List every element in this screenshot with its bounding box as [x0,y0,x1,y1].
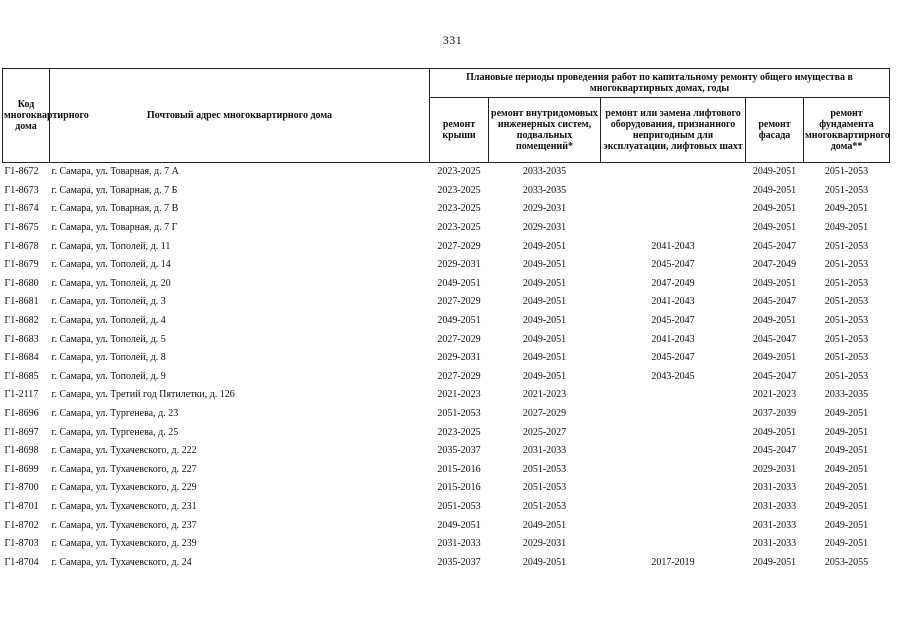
cell-systems: 2049-2051 [522,352,567,364]
cell-systems: 2049-2051 [522,333,567,345]
cell-roof: 2015-2016 [437,482,481,494]
cell-systems: 2049-2051 [522,296,567,308]
cell-systems: 2049-2051 [522,277,567,289]
cell-address: г. Самара, ул. Тополей, д. 5 [51,333,166,345]
cell-facade: 2045-2047 [752,296,797,308]
cell-address: г. Самара, ул. Третий год Пятилетки, д. 126 [51,389,235,401]
cell-systems: 2033-2035 [522,166,567,178]
cell-facade: 2031-2033 [752,482,797,494]
cell-systems: 2021-2023 [522,389,567,401]
cell-code: Г1-8696 [4,408,39,420]
cell-roof: 2031-2033 [437,538,481,550]
cell-address: г. Самара, ул. Тухачевского, д. 227 [51,463,197,475]
cell-elevator: 2043-2045 [651,370,695,382]
cell-address: г. Самара, ул. Тухачевского, д. 229 [51,482,197,494]
cell-roof: 2023-2025 [437,203,481,215]
cell-foundation: 2051-2053 [824,315,869,327]
cell-address: г. Самара, ул. Товарная, д. 7 В [51,203,179,215]
table-row [3,163,890,182]
cell-systems: 2049-2051 [522,556,567,568]
cell-elevator: 2041-2043 [651,240,695,252]
table-row [3,349,890,368]
cell-foundation: 2049-2051 [824,482,869,494]
cell-facade: 2049-2051 [752,556,797,568]
cell-systems: 2025-2027 [522,426,567,438]
cell-roof: 2027-2029 [437,370,481,382]
cell-systems: 2051-2053 [522,463,567,475]
cell-foundation: 2049-2051 [824,203,869,215]
cell-roof: 2023-2025 [437,166,481,178]
cell-roof: 2051-2053 [437,408,481,420]
table-row [3,479,890,498]
cell-address: г. Самара, ул. Тургенева, д. 23 [51,408,179,420]
cell-elevator [601,461,746,480]
table-row [3,386,890,405]
cell-address: г. Самара, ул. Тополей, д. 4 [51,315,166,327]
cell-roof: 2035-2037 [437,556,481,568]
cell-facade: 2049-2051 [752,352,797,364]
cell-address: г. Самара, ул. Тополей, д. 11 [51,240,171,252]
cell-address: г. Самара, ул. Тополей, д. 20 [51,277,171,289]
cell-facade: 2049-2051 [752,166,797,178]
cell-roof: 2023-2025 [437,426,481,438]
cell-code: Г1-8675 [4,222,39,234]
table-row [3,368,890,387]
header-foundation: ремонт фундамента многоквартирного дома** [804,98,890,163]
cell-code: Г1-8699 [4,463,39,475]
cell-code: Г1-8703 [4,538,39,550]
cell-address: г. Самара, ул. Товарная, д. 7 Б [51,184,178,196]
cell-roof: 2023-2025 [437,184,481,196]
cell-address: г. Самара, ул. Тополей, д. 3 [51,296,166,308]
cell-systems: 2029-2031 [522,203,567,215]
cell-foundation: 2049-2051 [824,519,869,531]
cell-elevator: 2045-2047 [651,259,695,271]
table-row [3,312,890,331]
cell-code: Г1-8697 [4,426,39,438]
cell-roof: 2027-2029 [437,296,481,308]
cell-elevator [601,423,746,442]
cell-facade: 2047-2049 [752,259,797,271]
cell-foundation: 2049-2051 [824,408,869,420]
cell-systems: 2027-2029 [522,408,567,420]
cell-code: Г1-8683 [4,333,39,345]
cell-code: Г1-8698 [4,445,39,457]
cell-address: г. Самара, ул. Товарная, д. 7 А [51,166,179,178]
cell-roof: 2049-2051 [437,519,481,531]
cell-facade: 2049-2051 [752,203,797,215]
cell-facade: 2049-2051 [752,222,797,234]
cell-foundation: 2049-2051 [824,538,869,550]
cell-roof: 2029-2031 [437,259,481,271]
cell-systems: 2031-2033 [522,445,567,457]
cell-roof: 2029-2031 [437,352,481,364]
table-row [3,237,890,256]
cell-code: Г1-8673 [4,184,39,196]
cell-systems: 2049-2051 [522,370,567,382]
cell-foundation: 2053-2055 [824,556,869,568]
cell-elevator: 2045-2047 [651,352,695,364]
cell-foundation: 2051-2053 [824,277,869,289]
cell-address: г. Самара, ул. Тухачевского, д. 239 [51,538,197,550]
cell-facade: 2045-2047 [752,370,797,382]
table-row [3,182,890,201]
cell-elevator [601,442,746,461]
cell-elevator: 2041-2043 [651,333,695,345]
cell-code: Г1-8672 [4,166,39,178]
cell-foundation: 2051-2053 [824,333,869,345]
cell-facade: 2049-2051 [752,315,797,327]
cell-roof: 2015-2016 [437,463,481,475]
cell-elevator: 2047-2049 [651,277,695,289]
cell-systems: 2029-2031 [522,538,567,550]
cell-systems: 2033-2035 [522,184,567,196]
cell-elevator: 2045-2047 [651,315,695,327]
table-row [3,516,890,535]
cell-foundation: 2051-2053 [824,240,869,252]
cell-systems: 2049-2051 [522,259,567,271]
cell-elevator [601,479,746,498]
table-row [3,461,890,480]
cell-address: г. Самара, ул. Тухачевского, д. 231 [51,500,197,512]
cell-elevator [601,498,746,517]
header-elevator: ремонт или замена лифтового оборудования, признанного непригодным для эксплуатации, лифтовых шахт [601,98,746,163]
cell-facade: 2049-2051 [752,426,797,438]
table-row [3,200,890,219]
cell-elevator [601,516,746,535]
cell-code: Г1-8700 [4,482,39,494]
table-row [3,275,890,294]
cell-roof: 2023-2025 [437,222,481,234]
cell-roof: 2021-2023 [437,389,481,401]
cell-code: Г1-8682 [4,315,39,327]
table-row [3,256,890,275]
table-row [3,330,890,349]
cell-foundation: 2051-2053 [824,370,869,382]
cell-address: г. Самара, ул. Тургенева, д. 25 [51,426,179,438]
table-row [3,219,890,238]
cell-facade: 2045-2047 [752,333,797,345]
cell-roof: 2049-2051 [437,277,481,289]
cell-systems: 2051-2053 [522,482,567,494]
cell-code: Г1-8679 [4,259,39,271]
cell-elevator [601,219,746,238]
cell-elevator [601,200,746,219]
cell-roof: 2035-2037 [437,445,481,457]
header-address: Почтовый адрес многоквартирного дома [50,69,430,163]
cell-systems: 2049-2051 [522,315,567,327]
cell-systems: 2051-2053 [522,500,567,512]
cell-facade: 2049-2051 [752,277,797,289]
cell-systems: 2049-2051 [522,519,567,531]
cell-code: Г1-8704 [4,556,39,568]
header-roof: ремонт крыши [430,98,489,163]
cell-code: Г1-8674 [4,203,39,215]
cell-elevator [601,163,746,182]
header-facade: ремонт фасада [746,98,804,163]
cell-systems: 2029-2031 [522,222,567,234]
cell-address: г. Самара, ул. Товарная, д. 7 Г [51,222,178,234]
cell-facade: 2037-2039 [752,408,797,420]
cell-elevator [601,405,746,424]
cell-code: Г1-2117 [4,389,39,401]
cell-code: Г1-8681 [4,296,39,308]
table-row [3,535,890,554]
cell-foundation: 2049-2051 [824,426,869,438]
cell-code: Г1-8678 [4,240,39,252]
table-row [3,442,890,461]
cell-foundation: 2049-2051 [824,222,869,234]
cell-facade: 2045-2047 [752,445,797,457]
header-systems: ремонт внутридомовых инженерных систем, подвальных помещений* [489,98,601,163]
cell-facade: 2021-2023 [752,389,797,401]
cell-code: Г1-8684 [4,352,39,364]
header-code: Код многоквартирного дома [3,69,50,163]
cell-systems: 2049-2051 [522,240,567,252]
cell-elevator: 2041-2043 [651,296,695,308]
table-body [3,163,890,573]
cell-address: г. Самара, ул. Тополей, д. 8 [51,352,166,364]
cell-foundation: 2049-2051 [824,463,869,475]
cell-elevator [601,386,746,405]
cell-elevator: 2017-2019 [651,556,695,568]
cell-address: г. Самара, ул. Тухачевского, д. 222 [51,445,197,457]
cell-foundation: 2051-2053 [824,184,869,196]
header-planned-periods: Плановые периоды проведения работ по капитальному ремонту общего имущества в многоквартирных домах, годы [430,69,890,98]
cell-facade: 2045-2047 [752,240,797,252]
cell-roof: 2027-2029 [437,240,481,252]
cell-foundation: 2049-2051 [824,445,869,457]
cell-address: г. Самара, ул. Тухачевского, д. 237 [51,519,197,531]
cell-facade: 2031-2033 [752,519,797,531]
cell-roof: 2027-2029 [437,333,481,345]
table-row [3,553,890,572]
cell-facade: 2031-2033 [752,500,797,512]
cell-code: Г1-8680 [4,277,39,289]
cell-foundation: 2033-2035 [824,389,869,401]
cell-facade: 2049-2051 [752,184,797,196]
table-row [3,293,890,312]
cell-elevator [601,182,746,201]
cell-foundation: 2049-2051 [824,500,869,512]
cell-address: г. Самара, ул. Тополей, д. 14 [51,259,171,271]
page-number: 331 [442,33,463,47]
cell-code: Г1-8701 [4,500,39,512]
cell-code: Г1-8702 [4,519,39,531]
cell-facade: 2029-2031 [752,463,797,475]
table-row [3,423,890,442]
cell-elevator [601,535,746,554]
repair-schedule-table [2,68,890,572]
table-row [3,498,890,517]
cell-address: г. Самара, ул. Тополей, д. 9 [51,370,166,382]
table-row [3,405,890,424]
cell-facade: 2031-2033 [752,538,797,550]
cell-foundation: 2051-2053 [824,352,869,364]
cell-foundation: 2051-2053 [824,166,869,178]
cell-roof: 2051-2053 [437,500,481,512]
cell-foundation: 2051-2053 [824,296,869,308]
cell-address: г. Самара, ул. Тухачевского, д. 24 [51,556,192,568]
cell-roof: 2049-2051 [437,315,481,327]
cell-foundation: 2051-2053 [824,259,869,271]
cell-code: Г1-8685 [4,370,39,382]
